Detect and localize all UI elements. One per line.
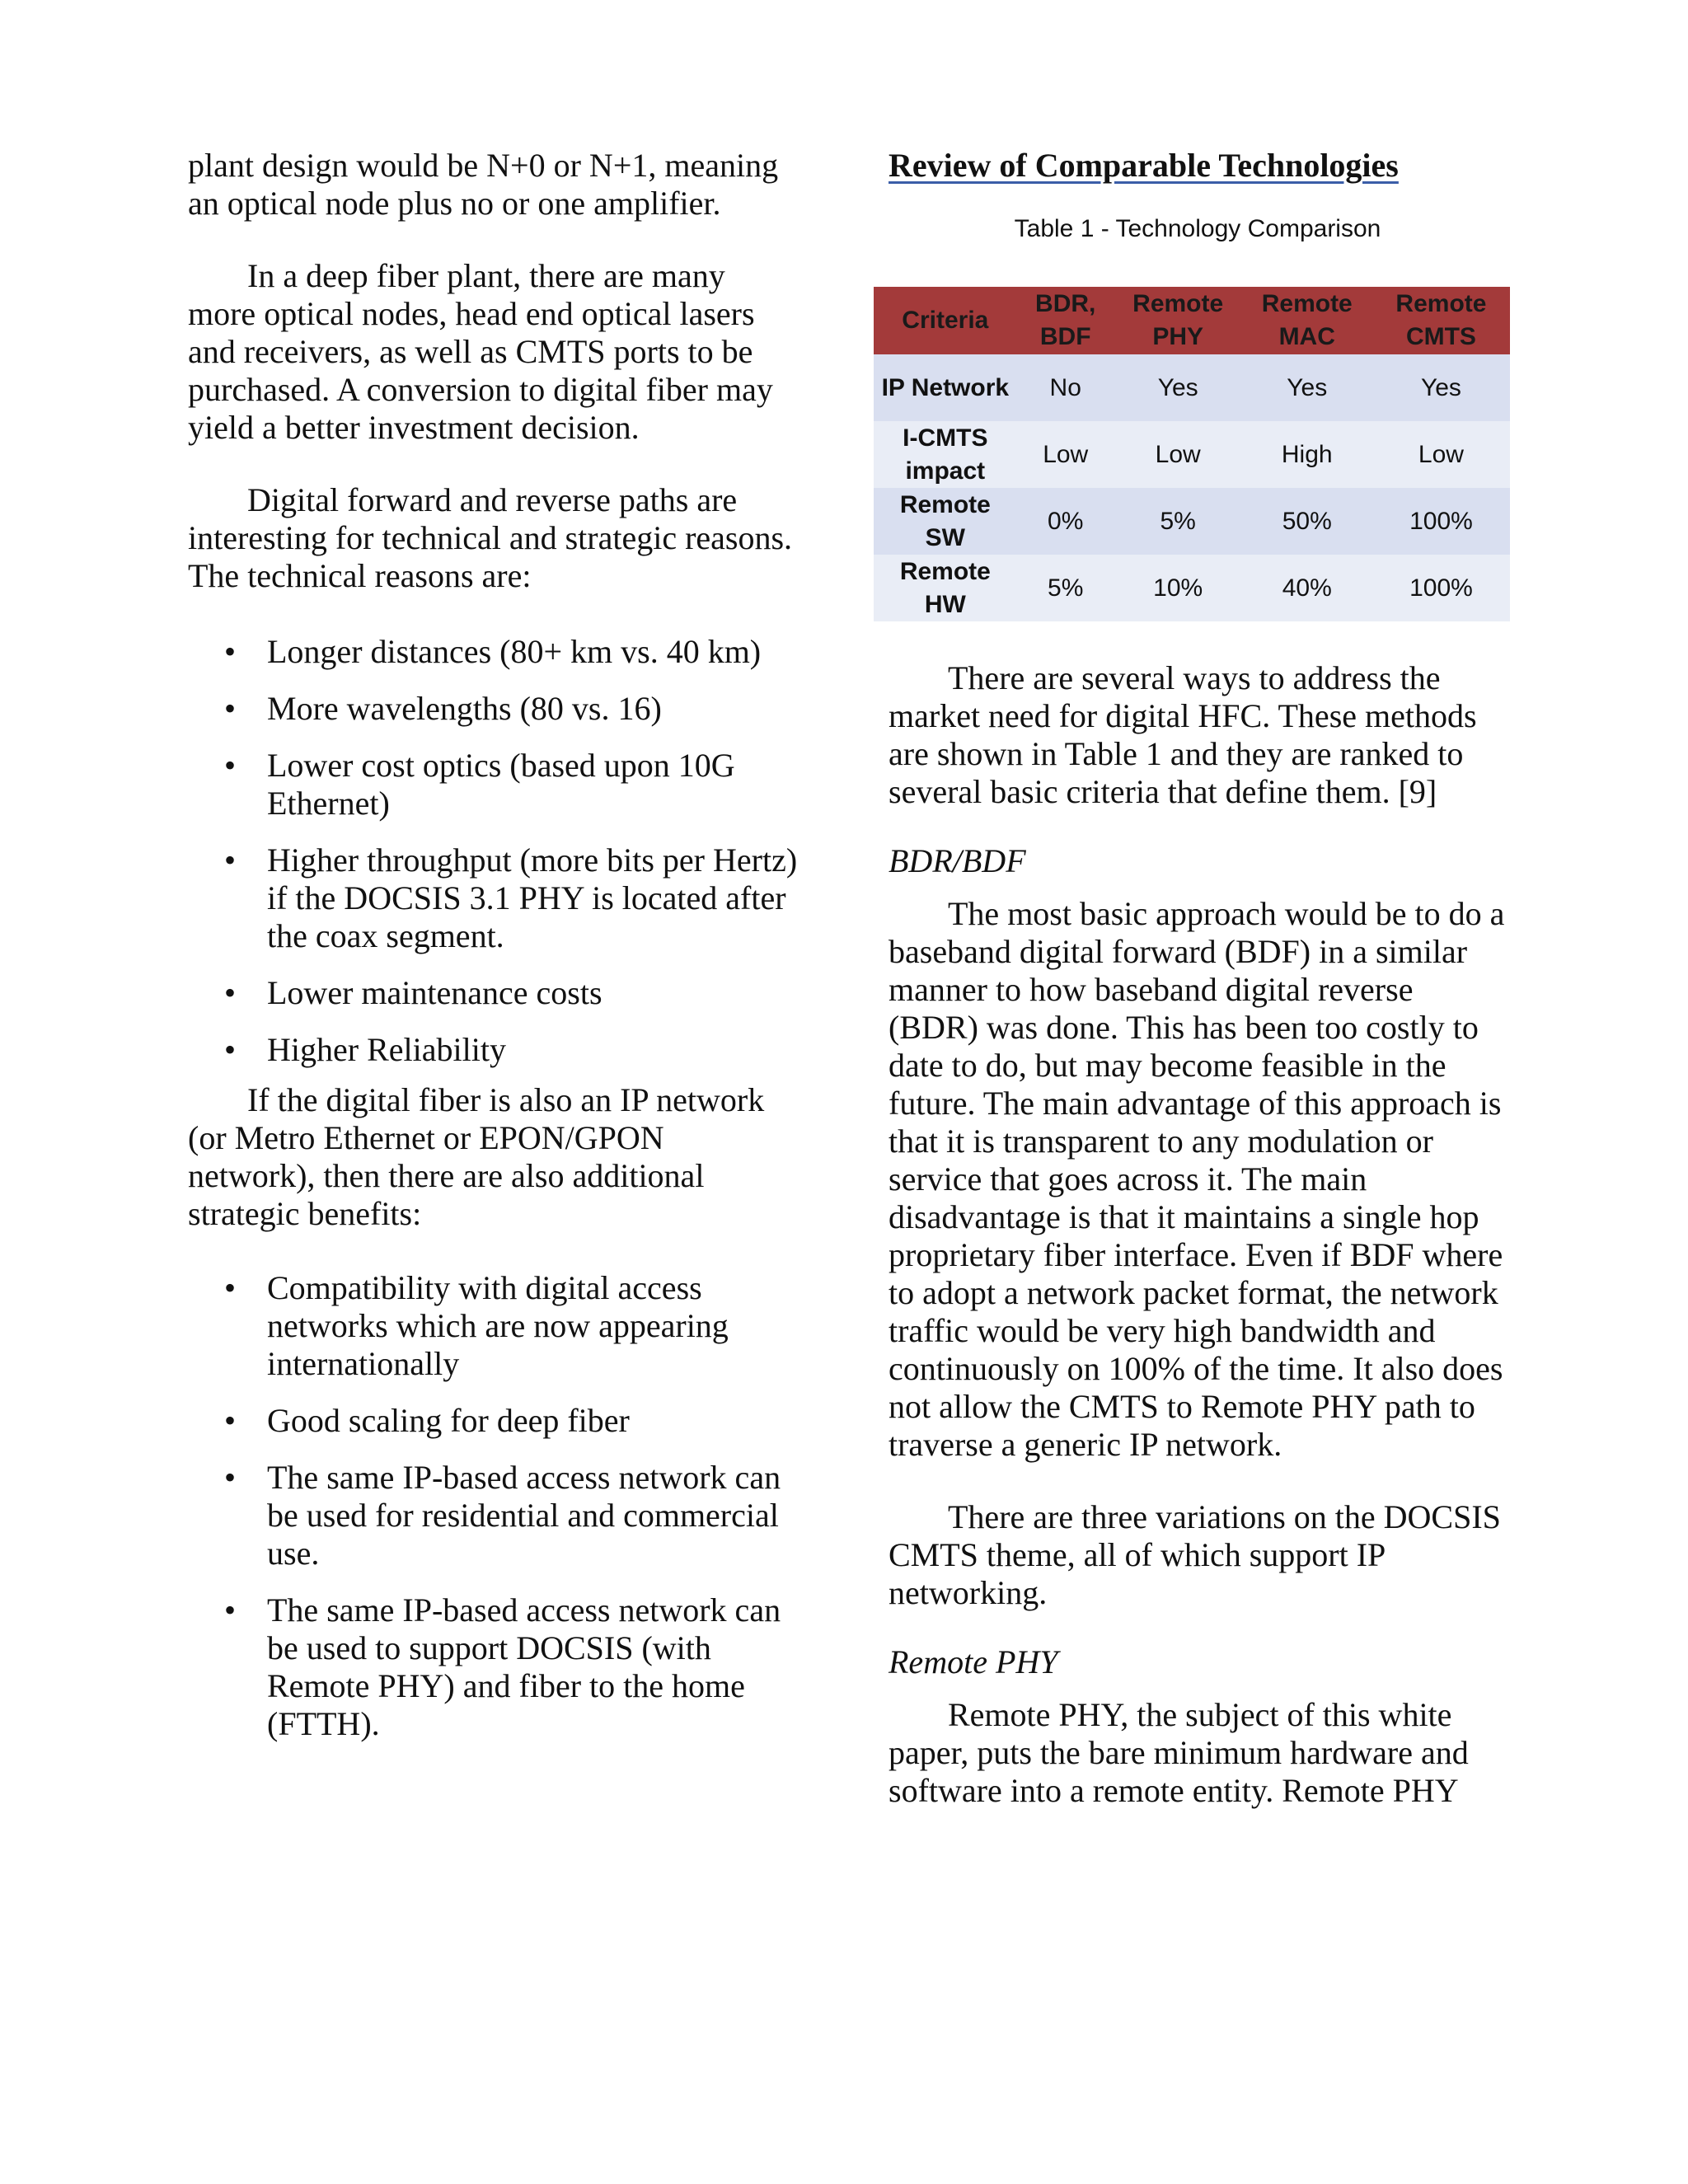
table-header-cell: Remote MAC: [1242, 287, 1372, 354]
list-item: • More wavelengths (80 vs. 16): [224, 690, 662, 727]
list-item: • Longer distances (80+ km vs. 40 km): [224, 633, 762, 670]
table-cell: 100%: [1372, 555, 1510, 621]
table-cell: 5%: [1114, 488, 1242, 555]
table-row: [874, 555, 1510, 621]
table-caption: Table 1 - Technology Comparison: [1014, 215, 1381, 242]
table-row: [874, 421, 1510, 488]
left-column: [188, 147, 798, 1762]
table-cell: 40%: [1242, 555, 1372, 621]
table-row-header: Remote SW: [874, 488, 1017, 555]
list-item: • The same IP-based access network can be used for residential and commercial use.: [224, 1459, 781, 1572]
table-row-header: IP Network: [874, 354, 1017, 421]
bullet-icon: •: [224, 747, 237, 784]
table-cell: 0%: [1017, 488, 1114, 555]
technical-reasons-list: [188, 633, 798, 1069]
bullet-icon: •: [224, 974, 237, 1011]
paragraph-continuation: plant design would be N+0 or N+1, meaning an optical node plus no or one amplifier.: [188, 147, 779, 222]
table-cell: Low: [1017, 421, 1114, 488]
technology-comparison-table: [874, 287, 1510, 621]
table-cell: No: [1017, 354, 1114, 421]
list-item: • Good scaling for deep fiber: [224, 1402, 630, 1439]
subheading-remote-phy: Remote PHY: [889, 1643, 1058, 1680]
bullet-icon: •: [224, 633, 237, 670]
bullet-icon: •: [224, 1402, 237, 1439]
paragraph-digital-paths: Digital forward and reverse paths are interesting for technical and strategic reasons. The technical reasons are:: [188, 481, 793, 594]
list-item: • Lower maintenance costs: [224, 974, 603, 1011]
paragraph-remote-phy: Remote PHY, the subject of this white paper, puts the bare minimum hardware and software into a remote entity. Remote PHY: [889, 1696, 1469, 1809]
bullet-icon: •: [224, 1269, 237, 1306]
bullet-icon: •: [224, 690, 237, 727]
list-item: • Compatibility with digital access networks which are now appearing internationally: [224, 1269, 729, 1382]
bullet-icon: •: [224, 1591, 237, 1629]
paragraph-docsis-variations: There are three variations on the DOCSIS CMTS theme, all of which support IP networking.: [889, 1498, 1501, 1611]
list-item: • The same IP-based access network can be used to support DOCSIS (with Remote PHY) and fiber to the home (FTTH).: [224, 1591, 781, 1742]
table-cell: Yes: [1242, 354, 1372, 421]
table-cell: Low: [1372, 421, 1510, 488]
list-item: • Higher throughput (more bits per Hertz) if the DOCSIS 3.1 PHY is located after the coax segment.: [224, 841, 798, 954]
table-row: [874, 354, 1510, 421]
bullet-icon: •: [224, 1031, 237, 1068]
table-row: [874, 488, 1510, 555]
bullet-icon: •: [224, 841, 237, 879]
table-cell: 10%: [1114, 555, 1242, 621]
paragraph-ip-network: If the digital fiber is also an IP network (or Metro Ethernet or EPON/GPON network), then there are also additional strategic benefits:: [188, 1081, 765, 1232]
list-item: • Higher Reliability: [224, 1031, 506, 1068]
bullet-icon: •: [224, 1459, 237, 1496]
table-cell: Yes: [1372, 354, 1510, 421]
table-header-cell: Criteria: [874, 287, 1017, 354]
paragraph-bdr-bdf: The most basic approach would be to do a baseband digital forward (BDF) in a similar manner to how baseband digital reverse (BDR) was done. This has been too costly to date to do, but may become feasible in the future. The main advantage of this approach is that it is transparent to any modulation or service that goes across it. The main disadvantage is that it maintains a single hop proprietary fiber interface. Even if BDF where to adopt a network packet format, the network traffic would be very high bandwidth and continuously on 100% of the time. It also does not allow the CMTS to Remote PHY path to traverse a generic IP network.: [889, 895, 1505, 1463]
table-header-row: [874, 287, 1510, 354]
table-cell: Yes: [1114, 354, 1242, 421]
table-header-cell: BDR, BDF: [1017, 287, 1114, 354]
table-cell: 50%: [1242, 488, 1372, 555]
subheading-bdr-bdf: BDR/BDF: [889, 842, 1026, 879]
list-item: • Lower cost optics (based upon 10G Ethernet): [224, 747, 735, 822]
paragraph-market-need: There are several ways to address the market need for digital HFC. These methods are shown in Table 1 and they are ranked to several basic criteria that define them. [9]: [889, 659, 1477, 810]
strategic-benefits-list: [188, 1269, 798, 1743]
table-cell: 5%: [1017, 555, 1114, 621]
right-column: [881, 147, 1507, 1810]
table-cell: Low: [1114, 421, 1242, 488]
table-header-cell: Remote PHY: [1114, 287, 1242, 354]
table-header-cell: Remote CMTS: [1372, 287, 1510, 354]
table-row-header: I-CMTS impact: [874, 421, 1017, 488]
table-row-header: Remote HW: [874, 555, 1017, 621]
paragraph-deep-fiber: In a deep fiber plant, there are many more optical nodes, head end optical lasers and receivers, as well as CMTS ports to be purchased. A conversion to digital fiber may yield a better investment decision.: [188, 257, 773, 446]
section-title: Review of Comparable Technologies: [889, 147, 1399, 184]
table-cell: 100%: [1372, 488, 1510, 555]
table-cell: High: [1242, 421, 1372, 488]
